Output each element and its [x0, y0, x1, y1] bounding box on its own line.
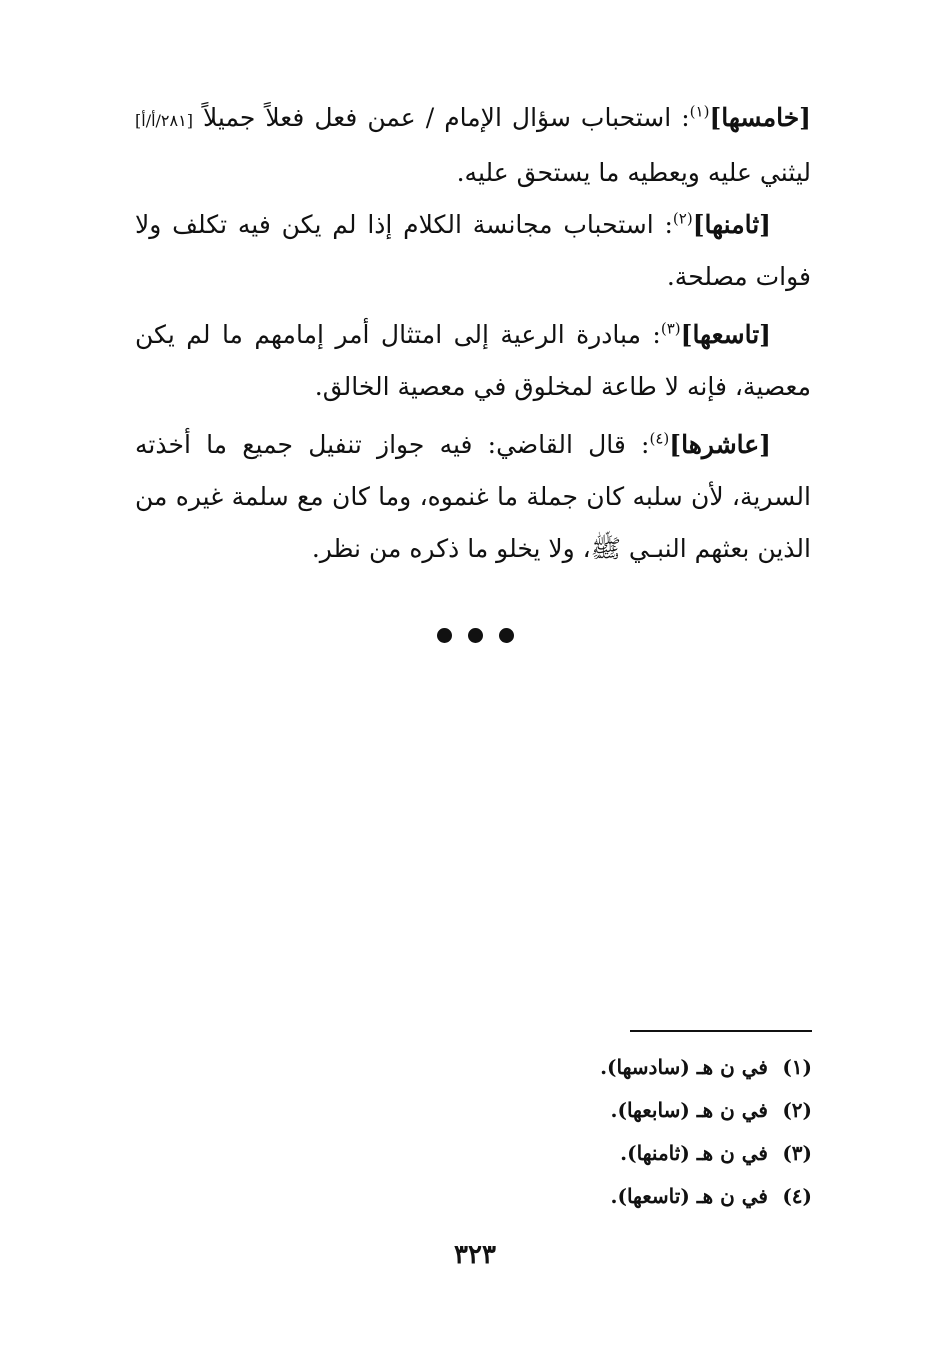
- paragraph-label: [خامسها]: [709, 103, 811, 132]
- paragraph-label: [تاسعها]: [680, 320, 771, 349]
- main-text: [135, 92, 811, 575]
- paragraph-9: [135, 309, 811, 413]
- page-number: ٣٢٣: [454, 1240, 496, 1270]
- footnote-item: [440, 1089, 812, 1132]
- footnote-text: في ن هـ (ثامنها).: [620, 1141, 768, 1165]
- paragraph-10: [135, 419, 811, 575]
- separator-dot: [468, 628, 483, 643]
- paragraph-5: [135, 92, 811, 199]
- footnote-number: (٤): [782, 1184, 812, 1208]
- footnote-text: في ن هـ (سابعها).: [610, 1098, 768, 1122]
- paragraph-text: : استحباب مجانسة الكلام إذا لم يكن فيه تكلف ولا فوات مصلحة.: [135, 210, 811, 291]
- paragraph-text: : استحباب سؤال الإمام / عمن فعل فعلاً جميلاً: [202, 103, 690, 132]
- paragraph-text: : قال القاضي: فيه جواز تنفيل جميع ما أخذته السرية، لأن سلبه كان جملة ما غنموه، وما كان مع سلمة غيره من الذين بعثهم النبـي ﷺ، ولا يخلو ما ذكره من نظر.: [135, 430, 811, 563]
- paragraph-text: : مبادرة الرعية إلى امتثال أمر إمامهم ما لم يكن معصية، فإنه لا طاعة لمخلوق في معصية الخالق.: [135, 320, 811, 401]
- footnote-item: [440, 1132, 812, 1175]
- paragraph-label: [ثامنها]: [692, 210, 771, 239]
- footnote-number: (١): [782, 1055, 812, 1079]
- footnote-number: (٣): [782, 1141, 812, 1165]
- footnote-marker: (٢): [672, 209, 693, 228]
- footnote-item: [440, 1175, 812, 1218]
- footnote-text: في ن هـ (سادسها).: [600, 1055, 768, 1079]
- footnote-text: في ن هـ (تاسعها).: [610, 1184, 768, 1208]
- footnotes: [440, 1046, 812, 1218]
- paragraph-8: [135, 199, 811, 303]
- manuscript-reference: [٢٨١/أ/أ]: [135, 111, 193, 130]
- section-separator: [0, 628, 950, 647]
- footnote-number: (٢): [782, 1098, 812, 1122]
- footnote-item: [440, 1046, 812, 1089]
- footnote-marker: (٣): [660, 319, 681, 338]
- footnote-marker: (٤): [649, 429, 670, 448]
- paragraph-label: [عاشرها]: [669, 430, 771, 459]
- footnote-marker: (١): [689, 102, 710, 121]
- separator-dot: [437, 628, 452, 643]
- separator-dot: [499, 628, 514, 643]
- footnote-divider: [630, 1030, 812, 1032]
- paragraph-text-continued: ليثني عليه ويعطيه ما يستحق عليه.: [456, 158, 811, 187]
